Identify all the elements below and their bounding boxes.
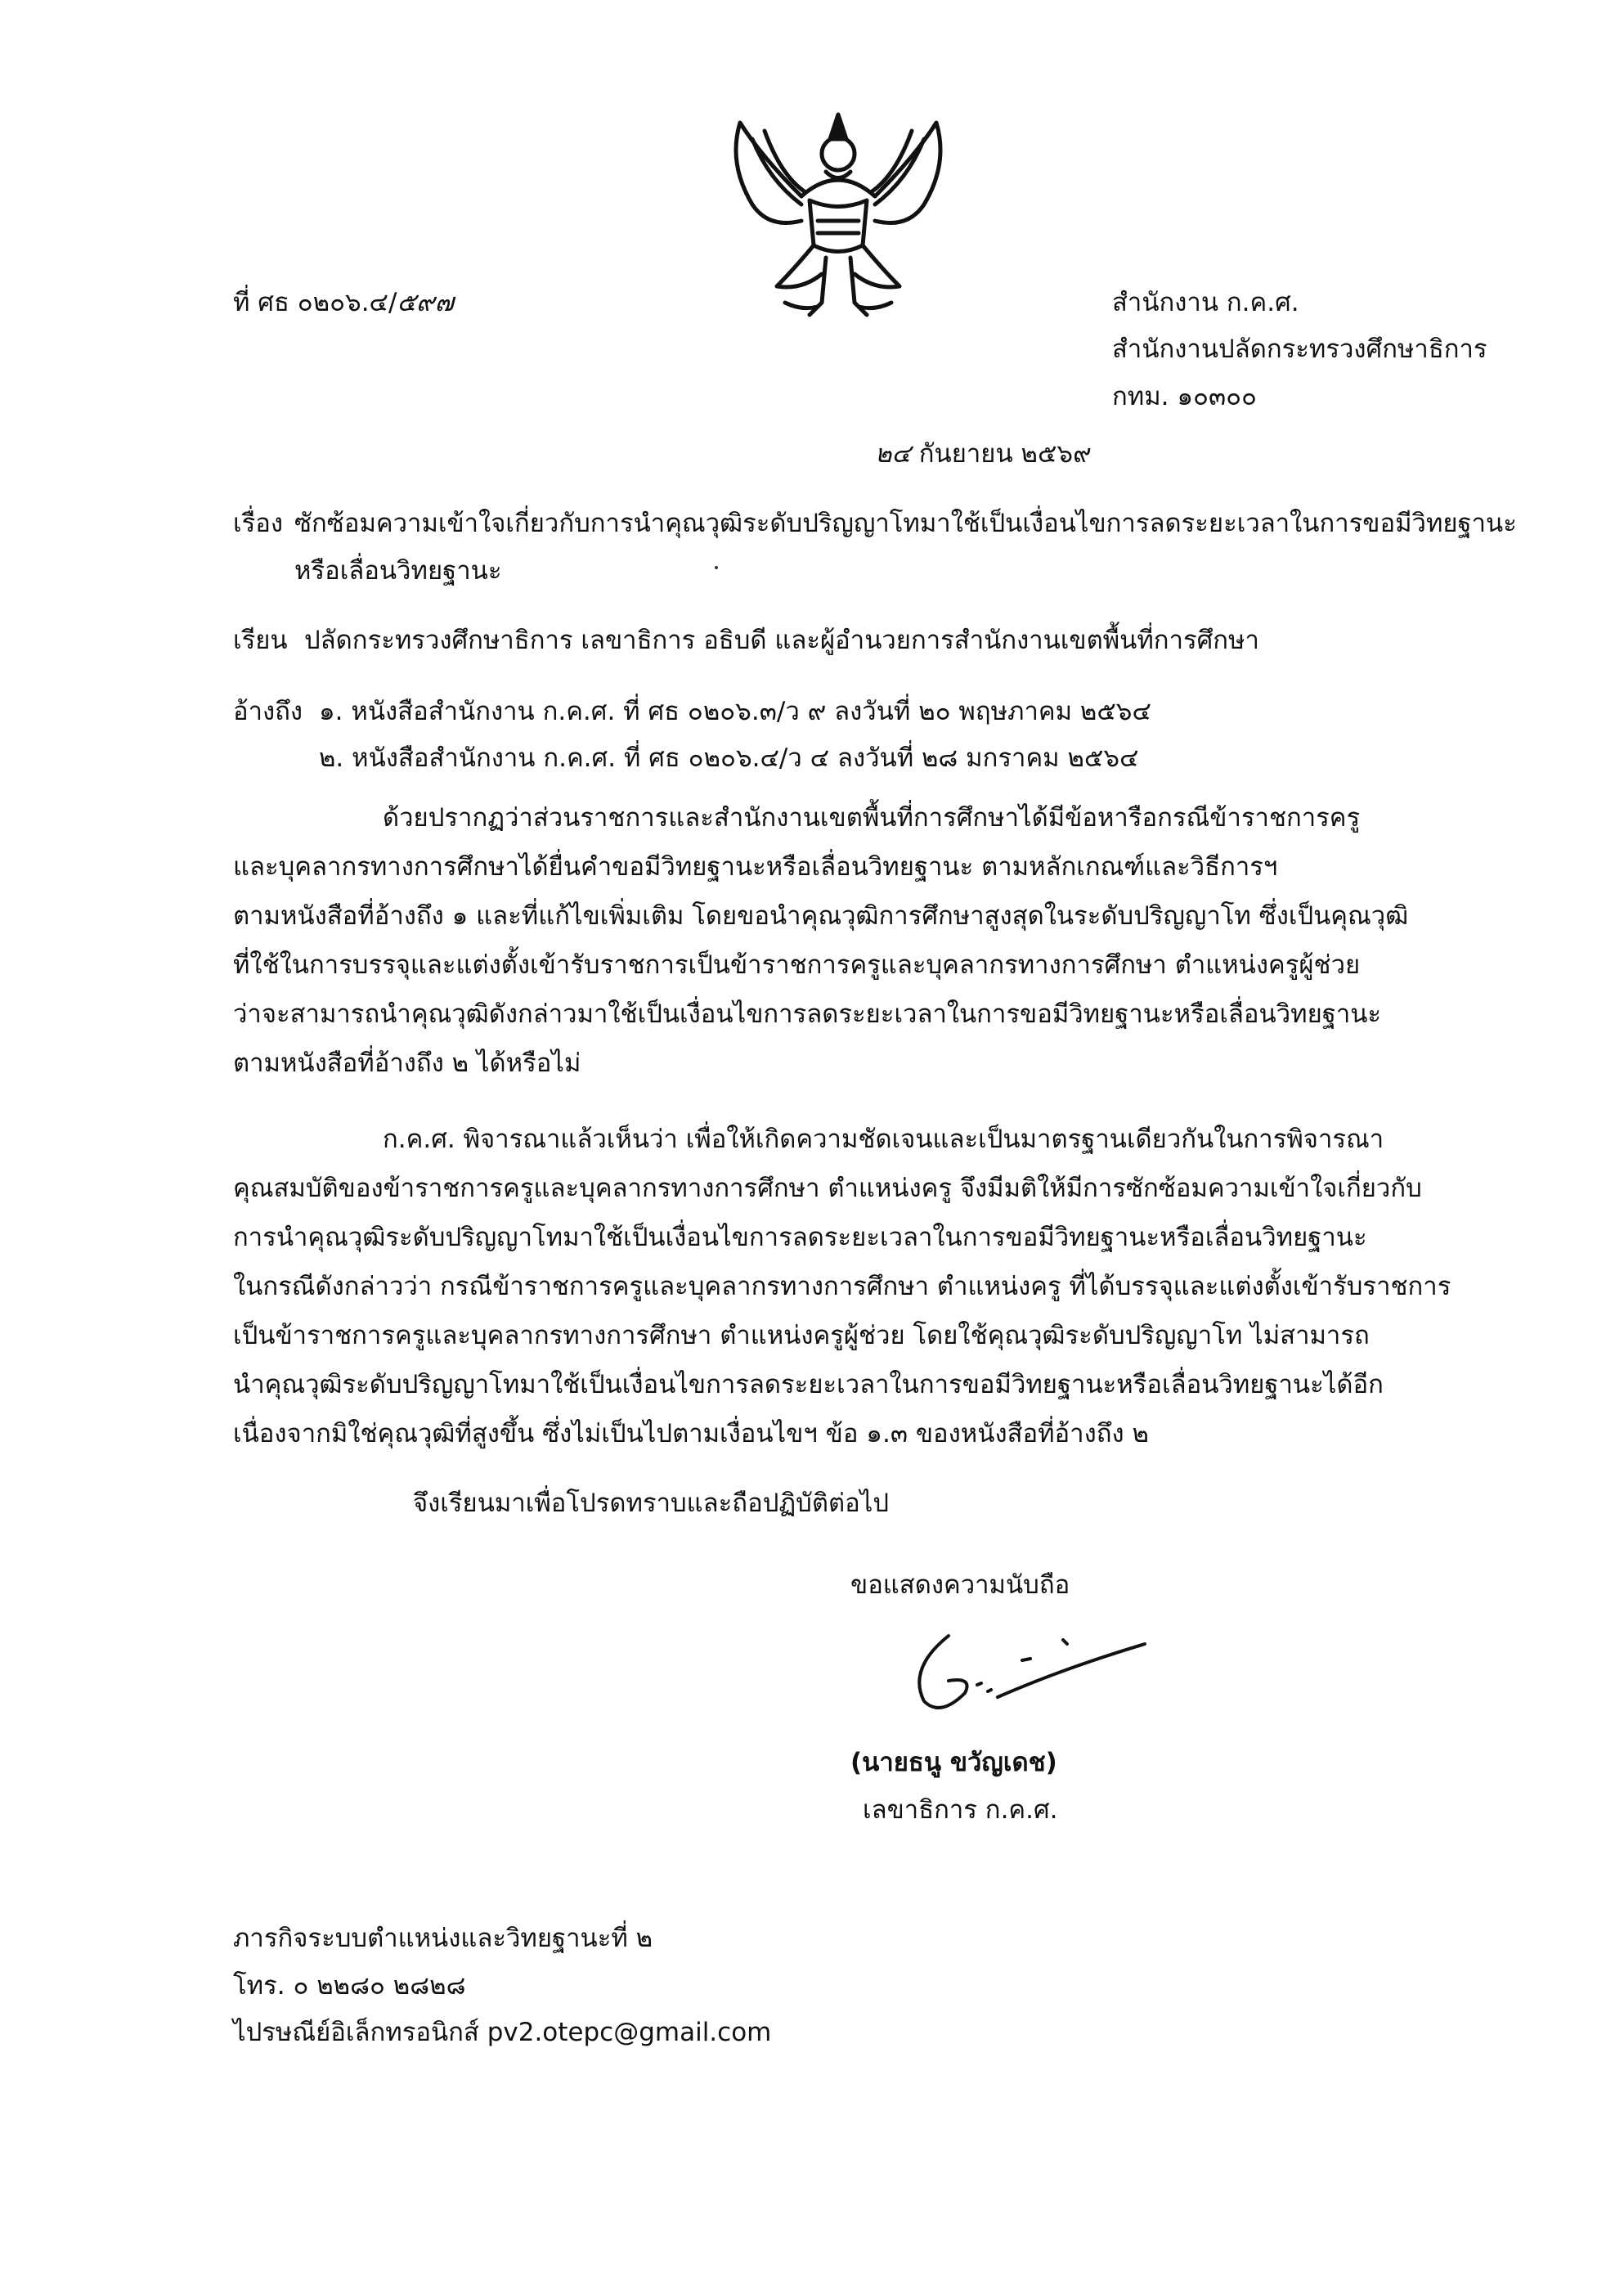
reference-item-1: ๑. หนังสือสำนักงาน ก.ค.ศ. ที่ ศธ ๐๒๐๖.๓/ว ๙ ลงวันที่ ๒๐ พฤษภาคม ๒๕๖๔: [319, 697, 1151, 726]
paragraph1-line-4: ที่ใช้ในการบรรจุและแต่งตั้งเข้ารับราชการเป็นข้าราชการครูและบุคลากรทางการศึกษา ตำแหน่งครูผู้ช่วย: [233, 950, 1361, 980]
garuda-emblem: [703, 106, 973, 327]
closing-line: จึงเรียนมาเพื่อโปรดทราบและถือปฏิบัติต่อไป: [413, 1489, 890, 1518]
paragraph1-line-2: และบุคลากรทางการศึกษาได้ยื่นคำขอมีวิทยฐานะหรือเลื่อนวิทยฐานะ ตามหลักเกณฑ์และวิธีการฯ: [233, 852, 1278, 882]
paragraph2-line-6: นำคุณวุฒิระดับปริญญาโทมาใช้เป็นเงื่อนไขการลดระยะเวลาในการขอมีวิทยฐานะหรือเลื่อนวิทยฐานะได้อีก: [233, 1370, 1384, 1399]
subject-label: เรื่อง: [233, 509, 284, 538]
contact-phone: โทร. ๐ ๒๒๘๐ ๒๘๒๘: [233, 1971, 466, 2001]
subject-line-2: หรือเลื่อนวิทยฐานะ: [294, 556, 502, 586]
document-date: [875, 439, 1092, 469]
office-line-2: สำนักงานปลัดกระทรวงศึกษาธิการ: [1112, 335, 1487, 364]
paragraph2-line-2: คุณสมบัติของข้าราชการครูและบุคลากรทางการศึกษา ตำแหน่งครู จึงมีมติให้มีการซักซ้อมความเข้าใจเกี่ยวกับ: [233, 1174, 1422, 1203]
reference-number: [233, 290, 454, 316]
paragraph1-line-1: ด้วยปรากฏว่าส่วนราชการและสำนักงานเขตพื้นที่การศึกษาได้มีข้อหารือกรณีข้าราชการครู: [383, 803, 1361, 833]
subject-line-1: ซักซ้อมความเข้าใจเกี่ยวกับการนำคุณวุฒิระดับปริญญาโทมาใช้เป็นเงื่อนไขการลดระยะเวลาในการขอมีวิทยฐานะ: [294, 509, 1517, 538]
office-line-1: สำนักงาน ก.ค.ศ.: [1112, 288, 1299, 317]
salutation: ขอแสดงความนับถือ: [850, 1570, 1070, 1600]
contact-email: ไปรษณีย์อิเล็กทรอนิกส์ pv2.otepc@gmail.com: [233, 2018, 772, 2047]
reference-number-prefix: ที่ ศธ ๐๒๐๖.๔/: [233, 288, 397, 317]
reference-number-handwritten: ๕๙๗: [397, 288, 454, 317]
handwritten-signature: [899, 1619, 1169, 1726]
to-label: เรียน: [233, 626, 288, 655]
signer-title: เลขาธิการ ก.ค.ศ.: [863, 1795, 1058, 1825]
paragraph2-line-4: ในกรณีดังกล่าวว่า กรณีข้าราชการครูและบุคลากรทางการศึกษา ตำแหน่งครู ที่ได้บรรจุและแต่งตั้งเข้ารับราชการ: [233, 1272, 1451, 1301]
paragraph2-line-1: ก.ค.ศ. พิจารณาแล้วเห็นว่า เพื่อให้เกิดความชัดเจนและเป็นมาตรฐานเดียวกันในการพิจารณา: [383, 1125, 1384, 1154]
to-text: ปลัดกระทรวงศึกษาธิการ เลขาธิการ อธิบดี และผู้อำนวยการสำนักงานเขตพื้นที่การศึกษา: [304, 626, 1259, 655]
paragraph1-line-5: ว่าจะสามารถนำคุณวุฒิดังกล่าวมาใช้เป็นเงื่อนไขการลดระยะเวลาในการขอมีวิทยฐานะหรือเลื่อนวิทยฐานะ: [233, 999, 1382, 1029]
paragraph2-line-7: เนื่องจากมิใช่คุณวุฒิที่สูงขึ้น ซึ่งไม่เป็นไปตามเงื่อนไขฯ ข้อ ๑.๓ ของหนังสือที่อ้างถึง ๒: [233, 1419, 1149, 1448]
paragraph1-line-6: ตามหนังสือที่อ้างถึง ๒ ได้หรือไม่: [233, 1049, 581, 1078]
reference-label: อ้างถึง: [233, 697, 303, 726]
paragraph2-line-5: เป็นข้าราชการครูและบุคลากรทางการศึกษา ตำแหน่งครูผู้ช่วย โดยใช้คุณวุฒิระดับปริญญาโท ไม่สามารถ: [233, 1321, 1370, 1350]
reference-item-2: ๒. หนังสือสำนักงาน ก.ค.ศ. ที่ ศธ ๐๒๐๖.๔/ว ๔ ลงวันที่ ๒๘ มกราคม ๒๕๖๔: [319, 743, 1139, 773]
paragraph2-line-3: การนำคุณวุฒิระดับปริญญาโทมาใช้เป็นเงื่อนไขการลดระยะเวลาในการขอมีวิทยฐานะหรือเลื่อนวิทยฐานะ: [233, 1223, 1367, 1252]
date-month-year: กันยายน ๒๕๖๙: [918, 439, 1092, 469]
date-day-handwritten: ๒๔: [875, 439, 911, 469]
stray-dot: [715, 566, 718, 569]
paragraph1-line-3: ตามหนังสือที่อ้างถึง ๑ และที่แก้ไขเพิ่มเติม โดยขอนำคุณวุฒิการศึกษาสูงสุดในระดับปริญญาโท ซึ่งเป็นคุณวุฒิ: [233, 901, 1409, 931]
contact-unit: ภารกิจระบบตำแหน่งและวิทยฐานะที่ ๒: [233, 1924, 653, 1953]
office-line-3: กทม. ๑๐๓๐๐: [1112, 382, 1257, 411]
signer-name: (นายธนู ขวัญเดช): [850, 1748, 1057, 1777]
